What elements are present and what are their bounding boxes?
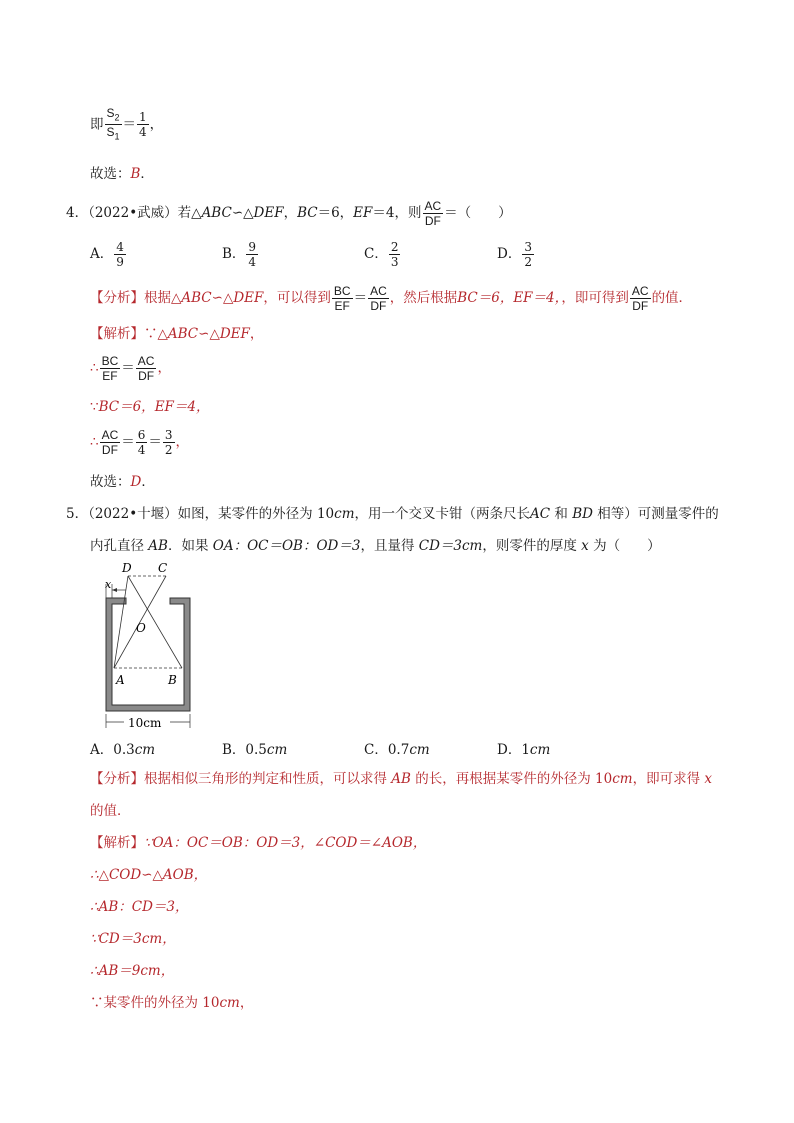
solution-q5-step4: ∵CD＝3cm，	[90, 931, 176, 947]
analysis-q4: 【分析】根据△ABC∽△DEF，可以得到 $\frac{BC}{EF}$ ＝ $\frac{AC}{DF}$ ，然后根据BC＝6，EF＝4，，即可得到 $\frac{AC}{DF}$ 的值．	[90, 284, 693, 313]
label-x: x	[105, 578, 112, 591]
solution-q5-step6: ∵某零件的外径为 10cm，	[90, 995, 254, 1011]
result-ratio-line: 即 $\frac{S_2}{S_1}$ ＝ $\frac{1}{4}$ ，	[90, 106, 164, 142]
analysis-q5-line2: 的值．	[90, 803, 131, 819]
thickness-arrow-head	[112, 588, 117, 592]
fraction-1-4: $\frac{1}{4}$	[139, 110, 147, 140]
label-c: C	[158, 561, 168, 575]
label-d: D	[122, 561, 132, 575]
label-b: B	[168, 673, 177, 687]
answer-line-q4: 故选：D．	[90, 474, 155, 490]
option-b[interactable]: B． $\frac{9}{4}$	[222, 240, 257, 269]
label-a: A	[116, 673, 125, 687]
fraction-s2-s1: $\frac{S_2}{S_1}$	[106, 106, 120, 142]
option-d-q5[interactable]: D．1cm	[497, 742, 551, 758]
option-d[interactable]: D． $\frac{3}{2}$	[497, 240, 532, 269]
option-a-q5[interactable]: A．0.3cm	[90, 742, 156, 758]
solution-q4-step2: ∴ $\frac{BC}{EF}$ ＝ $\frac{AC}{DF}$ ，	[90, 354, 171, 383]
option-b-q5[interactable]: B．0.5cm	[222, 742, 288, 758]
question-5-stem-line1: 5．（2022•十堰）如图，某零件的外径为 10cm，用一个交叉卡钳（两条尺长AC 和 BD 相等）可测量零件的	[66, 506, 719, 522]
solution-q5-step5: ∴AB＝9cm，	[90, 963, 175, 979]
solution-q4-step1: 【解析】∵△ABC∽△DEF，	[90, 326, 264, 342]
solution-q4-step4: ∴ $\frac{AC}{DF}$ ＝ $\frac{6}{4}$ ＝ $\frac{3}{2}$ ，	[90, 428, 190, 457]
solution-q5-step2: ∴△COD∽△AOB，	[90, 867, 208, 883]
analysis-q5-line1: 【分析】根据相似三角形的判定和性质，可以求得 AB 的长，再根据某零件的外径为 10cm，即可求得 x	[90, 771, 713, 787]
question-5-stem-line2: 内孔直径 AB．如果 OA：OC＝OB：OD＝3，且量得 CD＝3cm，则零件的厚度 x 为（ ）	[90, 538, 661, 554]
solution-q4-step3: ∵BC＝6，EF＝4，	[90, 399, 210, 415]
option-c[interactable]: C． $\frac{2}{3}$	[364, 240, 399, 269]
option-c-q5[interactable]: C．0.7cm	[364, 742, 430, 758]
answer-line-q3: 故选：B．	[90, 166, 154, 182]
part-outer-wall	[106, 598, 190, 711]
label-o: O	[136, 621, 146, 635]
question-4-stem: 4．（2022•武威）若△ABC∽△DEF，BC＝6，EF＝4，则 $\frac{AC}{DF}$ ＝（ ）	[66, 199, 512, 228]
caliper-figure	[98, 560, 198, 735]
option-a[interactable]: A． $\frac{4}{9}$	[90, 240, 124, 269]
solution-q5-step3: ∴AB：CD＝3，	[90, 899, 189, 915]
solution-q5-step1: 【解析】∵OA：OC＝OB：OD＝3，∠COD＝∠AOB，	[90, 835, 427, 851]
label-width: 10cm	[128, 716, 162, 730]
fraction-ac-df: $\frac{AC}{DF}$	[424, 199, 442, 228]
